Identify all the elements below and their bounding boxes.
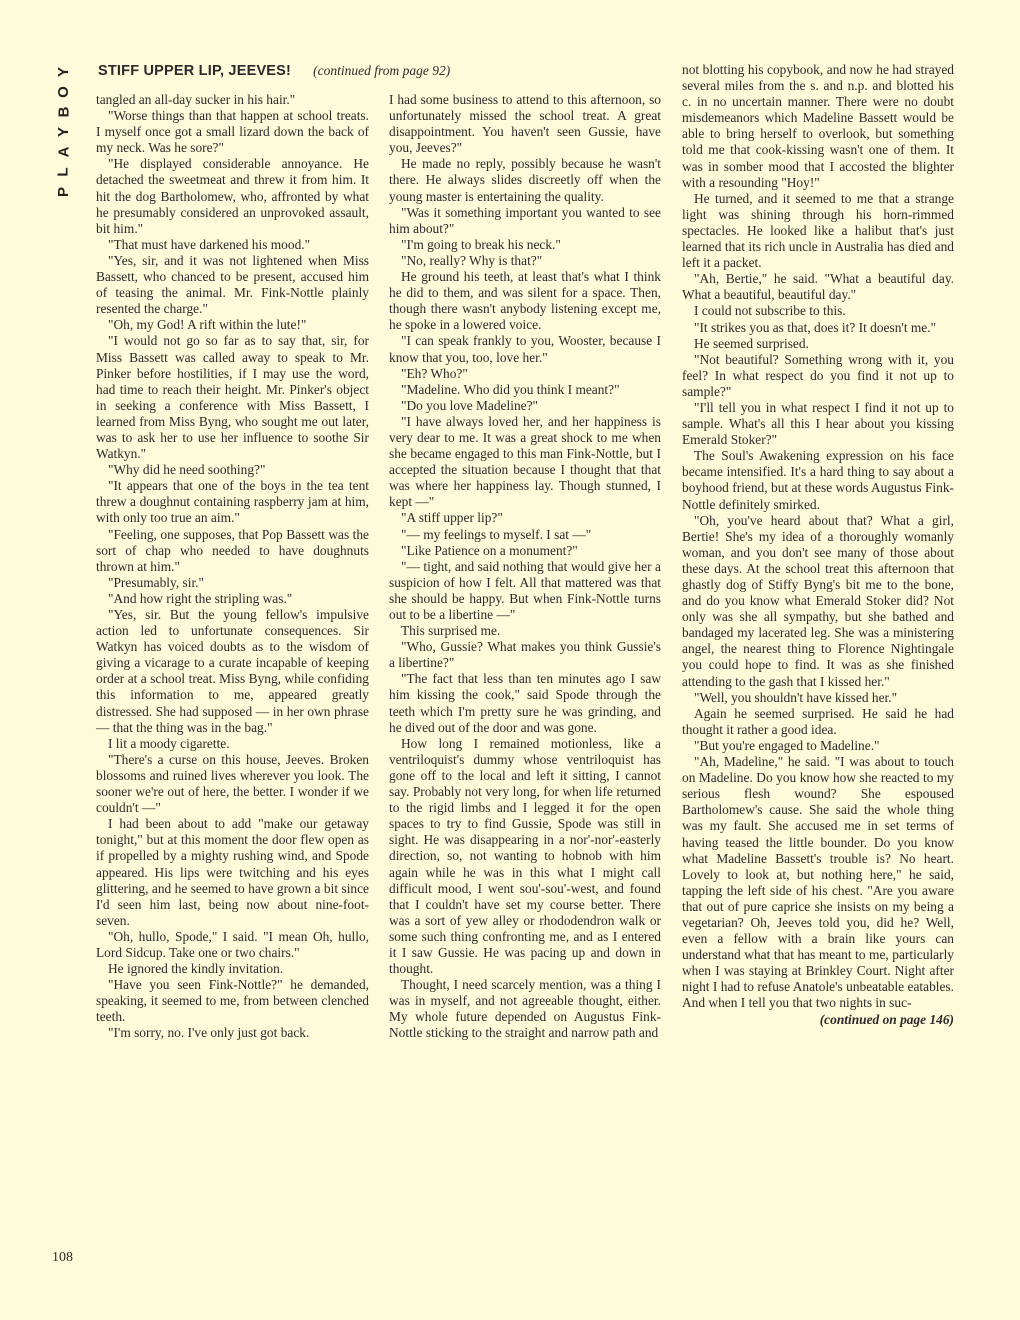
paragraph: "That must have darkened his mood." <box>108 236 311 252</box>
text-column-2 <box>389 92 661 1042</box>
paragraph: "Have you seen Fink-Nottle?" he demanded, speaking, it seemed to me, from between clenched teeth. <box>96 977 369 1025</box>
paragraph: "And how right the stripling was." <box>108 590 293 606</box>
paragraph: I had some business to attend to this afternoon, so unfortunately missed the school treat. A great disappointment. You haven't seen Gussie, have you, Jeeves?" <box>389 92 661 156</box>
article-title: STIFF UPPER LIP, JEEVES! <box>98 63 292 79</box>
paragraph: He turned, and it seemed to me that a strange light was shining through his horn-rimmed spectacles. He looked like a halibut that's just learned that its rich uncle in Australia has died and left it a packet. <box>682 190 954 271</box>
article-header <box>98 62 450 80</box>
brand-letter: O <box>54 86 72 98</box>
brand-letter: Y <box>54 66 72 78</box>
paragraph: "Was it something important you wanted to see him about?" <box>389 204 661 236</box>
paragraph: "Ah, Madeline," he said. "I was about to touch on Madeline. Do you know how she reacted to my serious flesh wound? She espoused Bartholomew's cause. She said the whole thing was my fault. She accused me in set terms of having teased the little bounder. Do you know what Madeline Bassett's trouble is? No heart. Lovely to look at, but nothing here," he said, tapping the left side of his chest. "Are you aware that out of pure caprice she insists on my being a vegetarian? Oh, Jeeves told you, did he? Well, even a fellow with a brain like yours can understand what that has meant to me, particularly when I was staying at Brinkley Court. Night after night I had to refuse Anatole's unbeatable eatables. And when I tell you that two nights in suc- <box>682 754 954 1011</box>
paragraph: "Yes, sir. But the young fellow's impulsive action led to unfortunate consequences. Sir Watkyn has voiced doubts as to the wisdom of giving a vicarage to a curate incapable of keeping order at a school treat. Miss Byng, while confiding this information to me, appeared greatly distressed. She had supposed — in her own phrase — that the thing was in the bag." <box>96 607 369 735</box>
brand-letter: Y <box>54 126 72 138</box>
text-column-1 <box>96 92 369 1042</box>
paragraph: "Like Patience on a monument?" <box>401 542 578 558</box>
paragraph: "He displayed considerable annoyance. He detached the sweetmeat and threw it from him. It hit the dog Bartholomew, who, affronted by what he presumably considered an unprovoked assault, bit him." <box>96 156 369 236</box>
page-number: 108 <box>52 1250 73 1265</box>
paragraph: "There's a curse on this house, Jeeves. Broken blossoms and ruined lives wherever you look. The sooner we're out of here, the better. I wonder if we couldn't —" <box>96 751 369 816</box>
brand-letter: P <box>54 186 72 198</box>
paragraph: "— my feelings to myself. I sat —" <box>401 526 592 542</box>
paragraph: "Who, Gussie? What makes you think Gussie's a libertine?" <box>389 639 661 671</box>
paragraph: I could not subscribe to this. <box>694 303 846 319</box>
paragraph: "I have always loved her, and her happiness is very dear to me. It was a great shock to me when she became engaged to this man Fink-Nottle, but I accepted the situation because I thought that that was where her happiness lay. Though stunned, I kept —" <box>389 413 661 510</box>
brand-letter: B <box>55 106 72 118</box>
paragraph: "Yes, sir, and it was not lightened when Miss Bassett, who chanced to be present, accused him of teasing the animal. Mr. Fink-Nottle plainly resented the charge." <box>96 252 369 317</box>
paragraph: I lit a moody cigarette. <box>108 735 230 751</box>
paragraph: "I'll tell you in what respect I find it not up to sample. What's all this I hear about you kissing Emerald Stoker?" <box>682 399 954 448</box>
paragraph: "Oh, my God! A rift within the lute!" <box>108 317 307 333</box>
paragraph: "The fact that less than ten minutes ago I saw him kissing the cook," said Spode through the teeth which I'm pretty sure he was grinding, and he dived out of the door and was gone. <box>389 671 661 735</box>
paragraph: "No, really? Why is that?" <box>401 252 543 268</box>
paragraph: He made no reply, possibly because he wasn't there. He always slides discreetly off when the young master is entertaining the quality. <box>389 156 661 204</box>
paragraph: "Do you love Madeline?" <box>401 397 538 413</box>
paragraph: "It appears that one of the boys in the tea tent threw a doughnut containing raspberry jam at him, with only too true an aim." <box>96 478 369 526</box>
paragraph: How long I remained motionless, like a ventriloquist's dummy whose ventriloquist has gone off to the local and left it sitting, I cannot say. Probably not very long, for when life returned to the rigid limbs and I legged it for the open spaces to try to find Gussie, Spode was still in sight. He was disappearing in a nor'-nor'-easterly direction, so, not wanting to hobnob with him again while he was in this what I might call difficult mood, I went sou'-sou'-west, and found that I couldn't have set my course better. There was a sort of yew alley or rhododendron walk or some such thing confronting me, and as I entered it I saw Gussie. He was pacing up and down in thought. <box>389 735 661 977</box>
paragraph: not blotting his copybook, and now he had strayed several miles from the s. and n.p. and blotted his c. in no uncertain manner. There were no doubt misdemeanors which Madeline Bassett would be able to bring herself to overlook, but something told me that cook-kissing wasn't one of them. It was in somber mood that I accosted the blighter with a resounding "Hoy!" <box>682 62 954 190</box>
paragraph: Thought, I need scarcely mention, was a thing I was in myself, and not agreeable thought, either. My whole future depended on Augustus Fink-Nottle sticking to the straight and narrow path and <box>389 977 661 1041</box>
paragraph: "Eh? Who?" <box>401 365 468 381</box>
paragraph: "Presumably, sir." <box>108 574 204 590</box>
paragraph: "Feeling, one supposes, that Pop Bassett was the sort of chap who needed to have doughnuts thrown at him." <box>96 526 369 574</box>
paragraph: Again he seemed surprised. He said he had thought it rather a good idea. <box>682 705 954 737</box>
magazine-brand-vertical <box>52 62 76 202</box>
paragraph: "I'm going to break his neck." <box>401 236 561 252</box>
paragraph: "— tight, and said nothing that would give her a suspicion of how I felt. All that mattered was that she should be happy. But when Fink-Nottle turns out to be a libertine —" <box>389 558 661 622</box>
paragraph: "Oh, you've heard about that? What a girl, Bertie! She's my idea of a thoroughly womanly woman, and you don't see many of those about these days. At the school treat this afternoon that ghastly dog of Stiffy Byng's bit me to the bone, and do you know what Emerald Stoker did? Not only was she all sympathy, but she bathed and bandaged my lacerated leg. She was a ministering angel, the nearest thing to Florence Nightingale you could hope to find. It was as she finished attending to the gash that I kissed her." <box>682 512 954 689</box>
paragraph: "Oh, hullo, Spode," I said. "I mean Oh, hullo, Lord Sidcup. Take one or two chairs." <box>96 928 369 960</box>
brand-letter: L <box>54 167 72 177</box>
paragraph: tangled an all-day sucker in his hair." <box>96 92 296 107</box>
continued-on-note: (continued on page 146) <box>819 1011 954 1027</box>
paragraph: "Well, you shouldn't have kissed her." <box>694 689 898 705</box>
text-column-3 <box>682 62 954 1028</box>
brand-letter: A <box>55 146 72 158</box>
paragraph: "I can speak frankly to you, Wooster, because I know that you, too, love her." <box>389 333 661 365</box>
paragraph: He seemed surprised. <box>694 335 809 351</box>
paragraph: "Worse things than that happen at school treats. I myself once got a small lizard down the back of my neck. Was he sore?" <box>96 108 369 156</box>
paragraph: "Not beautiful? Something wrong with it, you feel? In what respect do you find it not up to sample?" <box>682 351 954 399</box>
paragraph: The Soul's Awakening expression on his face became intensified. It's a hard thing to say about a boyhood friend, but at these words Augustus Fink-Nottle definitely smirked. <box>682 448 954 512</box>
paragraph: "Madeline. Who did you think I meant?" <box>401 381 620 397</box>
continued-from-note: (continued from page 92) <box>313 63 451 78</box>
paragraph: "A stiff upper lip?" <box>401 510 503 526</box>
paragraph: This surprised me. <box>401 623 501 639</box>
paragraph: "Ah, Bertie," he said. "What a beautiful day. What a beautiful, beautiful day." <box>682 271 954 303</box>
paragraph: He ground his teeth, at least that's what I think he did to them, and was silent for a space. Then, though there wasn't anybody listening except me, he spoke in a lowered voice. <box>389 269 661 333</box>
paragraph: "But you're engaged to Madeline." <box>694 737 880 753</box>
paragraph: "Why did he need soothing?" <box>108 462 266 478</box>
paragraph: I had been about to add "make our getaway tonight," but at this moment the door flew open as if propelled by a mighty rushing wind, and Spode appeared. His lips were twitching and his eyes glittering, and he seemed to have grown a bit since I'd seen him last, being now about nine-foot-seven. <box>96 816 369 928</box>
paragraph: "I'm sorry, no. I've only just got back. <box>108 1025 310 1041</box>
paragraph: "I would not go so far as to say that, sir, for Miss Bassett was called away to speak to Mr. Pinker before hostilities, if I may use the word, had time to reach their height. Mr. Pinker's object in seeking a conference with Miss Bassett, I learned from Miss Byng, who sought me out later, was to ask her to use her influence to soothe Sir Watkyn." <box>96 333 369 462</box>
paragraph: He ignored the kindly invitation. <box>108 961 284 977</box>
paragraph: "It strikes you as that, does it? It doesn't me." <box>694 319 937 335</box>
